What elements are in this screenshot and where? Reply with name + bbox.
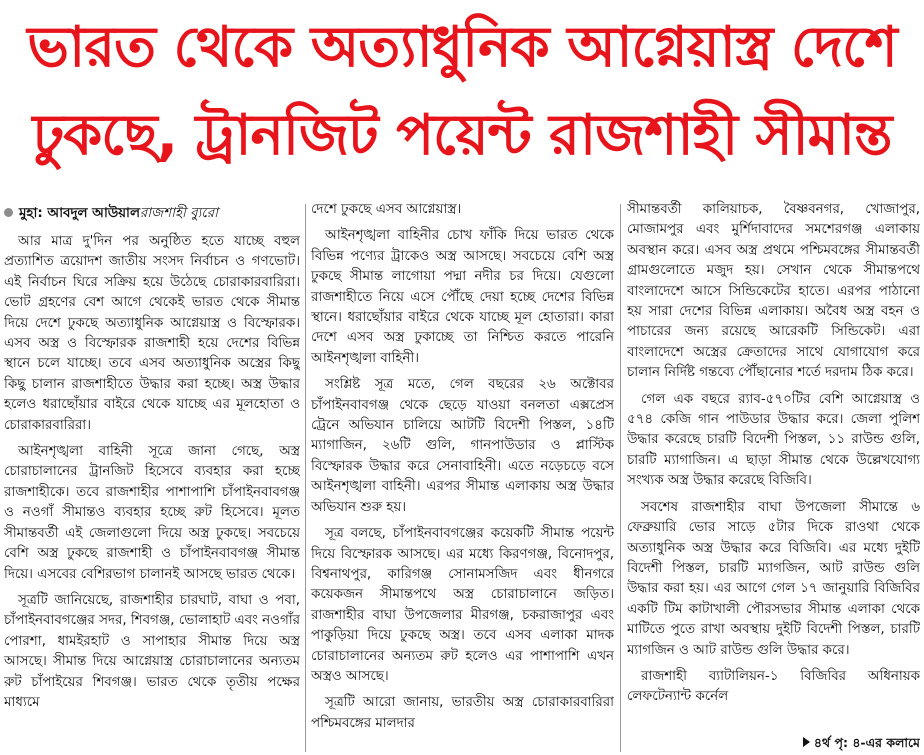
article-column-3 [627,200,920,755]
paragraph: রাজশাহী ব্যাটালিয়ন-১ বিজিবির অধিনায়ক লেফটেন্যান্ট কর্নেল [627,668,920,705]
headline-line-1: ভারত থেকে অত্যাধুনিক আগ্নেয়াস্ত্র দেশে [27,15,897,80]
triangle-right-icon [803,737,810,747]
article-column-2 [311,200,614,755]
paragraph: দেশে ঢুকছে এসব আগ্নেয়াস্ত্র। [311,202,462,217]
column-divider [620,204,621,752]
article-body [0,200,924,755]
headline [0,6,924,182]
bullet-icon [4,208,13,217]
headline-line-2: ঢুকছে, ট্রানজিট পয়েন্ট রাজশাহী সীমান্ত [32,103,892,168]
paragraph: সূত্রটি জানিয়েছে, রাজশাহীর চারঘাট, বাঘা ও পবা, চাঁপাইনবাবগঞ্জের সদর, শিবগঞ্জ, ভোলাহাট এবং নওগাঁর পোরশা, ধামইরহাট ও সাপাহার সীমান্ত দিয়ে অস্ত্র আসছে। সীমান্ত দিয়ে আগ্নেয়াস্ত্র চোরাচালানের অন্যতম রুট চাঁপাইয়ের শিবগঞ্জ। ভারত থেকে তৃতীয় পক্ষের মাধ্যমে [4,592,300,710]
paragraph: সংশ্লিষ্ট সূত্র মতে, গেল বছরের ২৬ অক্টোবর চাঁপাইনবাবগঞ্জ থেকে ছেড়ে যাওয়া বনলতা এক্সপ্রেস ট্রেনে অভিযান চালিয়ে আটটি বিদেশী পিস্তল, ১৪টি ম্যাগাজিন, ২৬টি গুলি, গানপাউডার ও প্লাস্টিক বিস্ফোরক উদ্ধার করে সেনাবাহিনী। এতে নড়েচড়ে বসে আইনশৃঙ্খলা বাহিনী। এরপর সীমান্ত এলাকায় অস্ত্র উদ্ধার অভিযান শুরু হয়। [311,377,614,515]
paragraph: আর মাত্র দু'দিন পর অনুষ্ঠিত হতে যাচ্ছে বহুল প্রত্যাশিত ত্রয়োদশ জাতীয় সংসদ নির্বাচন ও গণভোট। এই নির্বাচন ঘিরে সক্রিয় হয়ে উঠেছে চোরাকারবারিরা। ভোট গ্রহণের বেশ আগে থেকেই ভারত থেকে সীমান্ত দিয়ে দেশে ঢুকছে অত্যাধুনিক আগ্নেয়াস্ত্র ও বিস্ফোরক। এসব অস্ত্র ও বিস্ফোরক রাজশাহী হয়ে দেশের বিভিন্ন স্থানে চলে যাচ্ছে। তবে এসব অত্যাধুনিক অস্ত্রের কিছু কিছু চালান রাজশাহীতে উদ্ধার করা হচ্ছে। অস্ত্র উদ্ধার হলেও ধরাছোঁয়ার বাইরে থেকে যাচ্ছে এর মূলহোতা ও চোরাকারবারিরা। [4,234,300,433]
byline-author: মুহা: আবদুল আউয়াল [19,206,140,221]
continuation-label: ৪র্থ পৃ: ৪-এর কলামে [813,734,920,750]
paragraph: সূত্রটি আরো জানায়, ভারতীয় অস্ত্র চোরাকারবারিরা পশ্চিমবঙ্গের মালদার [311,695,614,731]
paragraph: সূত্র বলছে, চাঁপাইনবাবগঞ্জের কয়েকটি সীমান্ত পয়েন্ট দিয়ে বিস্ফোরক আসছে। এর মধ্যে কিরণগঞ্জ, বিনোদপুর, বিশ্বনাথপুর, কারিগঞ্জ সোনামসজিদ এবং ধীনগরে কয়েকজন সীমান্তপথে অস্ত্র চোরাচালানে জড়িত। রাজশাহীর বাঘা উপজেলার মীরগঞ্জ, চকরাজাপুর এবং পাকুড়িয়া দিয়ে ঢুকছে অস্ত্র। তবে এসব এলাকা মাদক চোরাচালানের অন্যতম রুট হলেও এর পাশাপাশি এখন অস্ত্রও আসছে। [311,526,614,684]
paragraph: সীমান্তবর্তী কালিয়াচক, বৈষ্ণবনগর, খোজাপুর, মোজামপুর এবং মুর্শিদাবাদের সমশেরগঞ্জ এলাকায় অবস্থান করে। এসব অস্ত্র প্রথমে পশ্চিমবঙ্গের সীমান্তবর্তী গ্রামগুলোতে মজুদ হয়। সেখান থেকে সীমান্তপথে বাংলাদেশে আসে সিন্ডিকেটের হাতে। এরপর পাঠানো হয় সারা দেশের বিভিন্ন এলাকায়। অবৈধ অস্ত্র বহন ও পাচারের জন্য রয়েছে আরেকটি সিন্ডিকেট। এরা বাংলাদেশে অস্ত্রের ক্রেতাদের সাথে যোগাযোগ করে চালান নির্দিষ্ট গন্তব্যে পৌঁছানোর শর্তে দরদাম ঠিক করে। [627,202,920,381]
paragraph: গেল এক বছরে র‌্যাব-৫৭০টির বেশি আগ্নেয়াস্ত্র ও ৫৭৪ কেজি গান পাউডার উদ্ধার করে। জেলা পুলিশ উদ্ধার করেছে চারটি বিদেশী পিস্তল, ১১ রাউন্ড গুলি, চারটি ম্যাগাজিন। এ ছাড়া সীমান্ত থেকে উল্লেখযোগ্য সংখ্যক অস্ত্র উদ্ধার করেছে বিজিবি। [627,391,920,489]
paragraph: সবশেষ রাজশাহীর বাঘা উপজেলা সীমান্তে ৬ ফেব্রুয়ারি ভোর সাড়ে ৫টার দিকে রাওথা থেকে অত্যাধুনিক অস্ত্র উদ্ধার করে বিজিবি। এর মধ্যে দুইটি বিদেশী পিস্তল, চারটি ম্যাগজিন, আট রাউন্ড গুলি উদ্ধার করা হয়। এর আগে গেল ১৭ জানুয়ারি বিজিবির একটি টিম কাটাখালী পৌরসভার সীমান্ত এলাকা থেকে মাটিতে পুতে রাখা অবস্থায় দুইটি বিদেশী পিস্তল, চারটি ম্যাগজিন ও আট রাউন্ড গুলি উদ্ধার করে। [627,499,920,658]
paragraph: আইনশৃঙ্খলা বাহিনী সূত্রে জানা গেছে, অস্ত্র চোরাচালানের ট্রানজিট হিসেবে ব্যবহার করা হচ্ছে রাজশাহীকে। তবে রাজশাহীর পাশাপাশি চাঁপাইনবাবগঞ্জ ও নওগাঁ সীমান্তও ব্যবহার হচ্ছে রুট হিসেবে। মূলত সীমান্তবর্তী এই জেলাগুলো দিয়ে অস্ত্র ঢুকছে। সবচেয়ে বেশি অস্ত্র ঢুকছে রাজশাহী ও চাঁপাইনবাবগঞ্জ সীমান্ত দিয়ে। এসবের বেশিরভাগ চালানই আসছে ভারত থেকে। [4,444,300,582]
column-divider [305,204,306,752]
article-column-1 [4,200,300,755]
byline-bureau: রাজশাহী ব্যুরো [139,206,219,221]
byline [4,204,300,224]
paragraph: আইনশৃঙ্খলা বাহিনীর চোখ ফাঁকি দিয়ে ভারত থেকে বিভিন্ন পণ্যের ট্রাকেও অস্ত্র আসছে। সবচেয়ে বেশি অস্ত্র ঢুকছে সীমান্ত লাগোয়া পদ্মা নদীর চর দিয়ে। যেগুলো রাজশাহীতে নিয়ে এসে পৌঁছে দেয়া হচ্ছে দেশের বিভিন্ন স্থানে। ধরাছোঁয়ার বাইরে থেকে যাচ্ছে মূল হোতারা। কারা দেশে এসব অস্ত্র ঢুকাচ্ছে তা নিশ্চিত করতে পারেনি আইনশৃঙ্খলা বাহিনী। [311,228,614,366]
continuation-note [797,733,920,753]
